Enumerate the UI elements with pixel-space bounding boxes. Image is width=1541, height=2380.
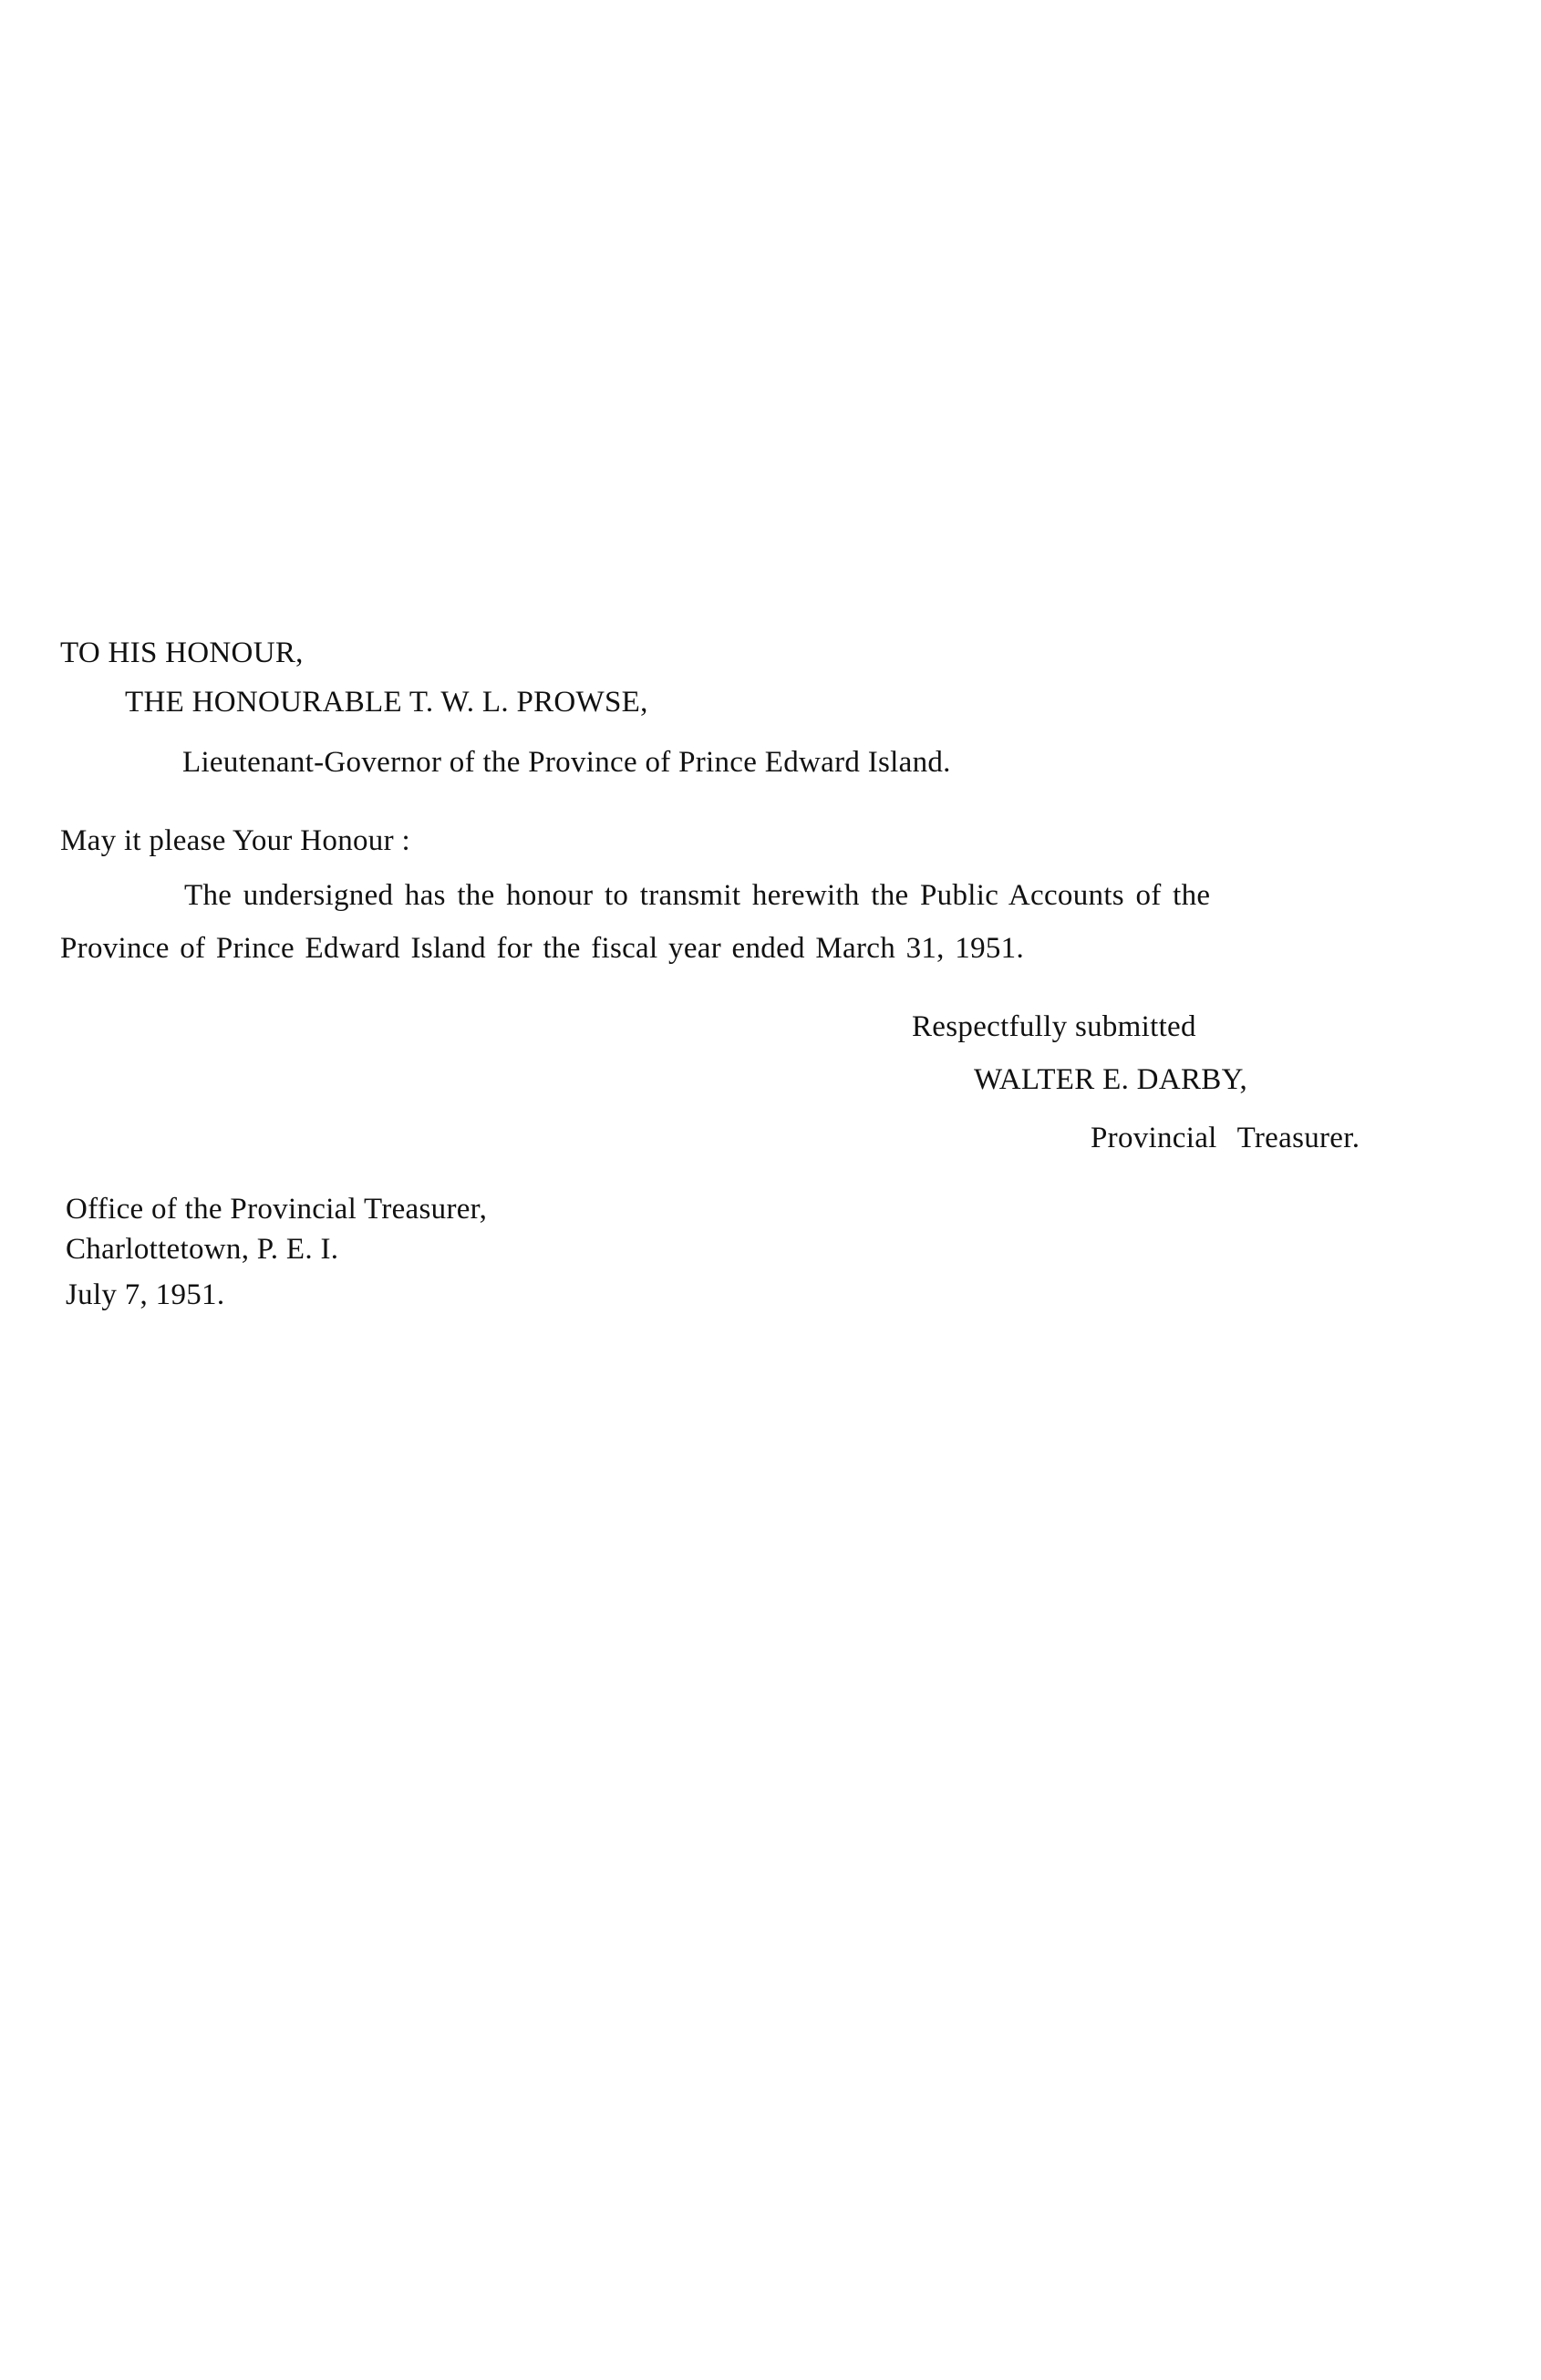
sender-city: Charlottetown, P. E. I. [66,1233,339,1266]
addressee-office: Lieutenant-Governor of the Province of Prince Edward Island. [182,746,951,779]
signatory-title: Provincial Treasurer. [1091,1122,1360,1154]
body-paragraph-line-2: Province of Prince Edward Island for the fiscal year ended March 31, 1951. [60,932,1025,965]
letter-date: July 7, 1951. [66,1278,225,1311]
closing-phrase: Respectfully submitted [912,1010,1196,1043]
body-paragraph-line-1: The undersigned has the honour to transmit herewith the Public Accounts of the [184,879,1211,912]
sender-office: Office of the Provincial Treasurer, [66,1193,488,1226]
signatory-name: WALTER E. DARBY, [974,1063,1247,1096]
addressee-heading: TO HIS HONOUR, [60,636,304,669]
salutation: May it please Your Honour : [60,824,410,857]
addressee-name: THE HONOURABLE T. W. L. PROWSE, [125,686,648,719]
